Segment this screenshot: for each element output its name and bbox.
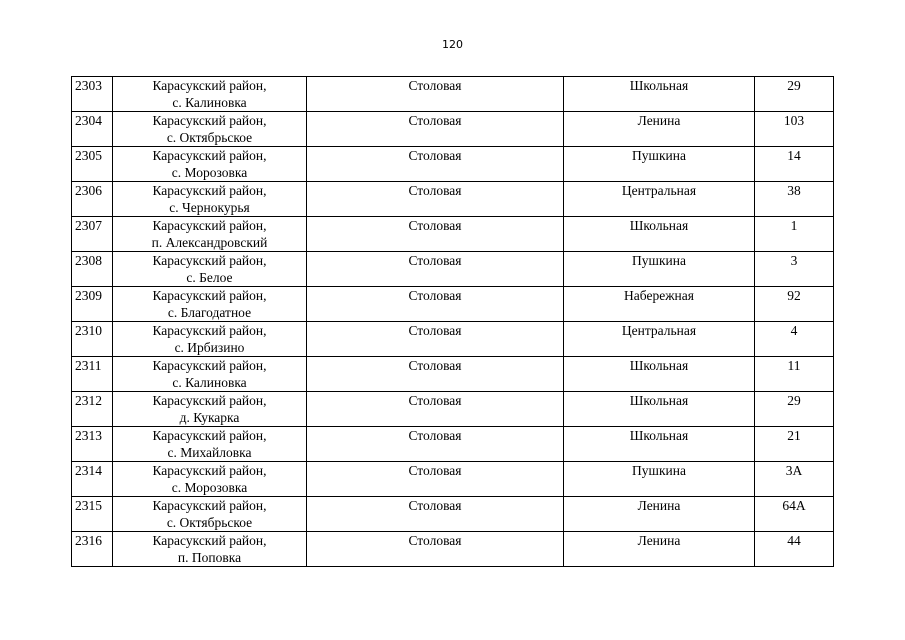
object-type-cell: Столовая xyxy=(307,497,564,532)
locality-text: с. Морозовка xyxy=(171,164,248,180)
locality-text: с. Калиновка xyxy=(172,94,247,110)
district-text: Карасукский район, xyxy=(152,183,267,198)
table-row xyxy=(72,217,834,252)
locality-text: д. Кукарка xyxy=(179,409,240,425)
registry-table xyxy=(71,76,834,567)
row-number-cell: 2303 xyxy=(72,77,113,112)
locality-text: с. Михайловка xyxy=(167,444,252,460)
table-row xyxy=(72,357,834,392)
location-cell xyxy=(113,77,307,112)
house-number-cell: 11 xyxy=(755,357,834,392)
locality-text: с. Октябрьское xyxy=(166,514,253,530)
house-number-cell: 3 xyxy=(755,252,834,287)
street-cell: Школьная xyxy=(564,392,755,427)
object-type-cell: Столовая xyxy=(307,182,564,217)
page-number: 120 xyxy=(442,38,463,51)
house-number-cell: 29 xyxy=(755,392,834,427)
street-cell: Ленина xyxy=(564,532,755,567)
district-text: Карасукский район, xyxy=(152,78,267,93)
row-number-cell: 2316 xyxy=(72,532,113,567)
district-text: Карасукский район, xyxy=(152,113,267,128)
house-number-cell: 92 xyxy=(755,287,834,322)
row-number-cell: 2306 xyxy=(72,182,113,217)
location-cell xyxy=(113,497,307,532)
street-cell: Центральная xyxy=(564,322,755,357)
district-text: Карасукский район, xyxy=(152,463,267,478)
location-cell xyxy=(113,112,307,147)
location-cell xyxy=(113,357,307,392)
table-row xyxy=(72,497,834,532)
street-cell: Пушкина xyxy=(564,147,755,182)
district-text: Карасукский район, xyxy=(152,323,267,338)
street-cell: Пушкина xyxy=(564,462,755,497)
house-number-cell: 44 xyxy=(755,532,834,567)
house-number-cell: 14 xyxy=(755,147,834,182)
street-cell: Школьная xyxy=(564,217,755,252)
district-text: Карасукский район, xyxy=(152,288,267,303)
house-number-cell: 103 xyxy=(755,112,834,147)
street-cell: Школьная xyxy=(564,357,755,392)
location-cell xyxy=(113,147,307,182)
object-type-cell: Столовая xyxy=(307,532,564,567)
street-cell: Ленина xyxy=(564,112,755,147)
table-row xyxy=(72,427,834,462)
table-row xyxy=(72,392,834,427)
location-cell xyxy=(113,252,307,287)
district-text: Карасукский район, xyxy=(152,358,267,373)
house-number-cell: 3А xyxy=(755,462,834,497)
district-text: Карасукский район, xyxy=(152,428,267,443)
locality-text: с. Октябрьское xyxy=(166,129,253,145)
district-text: Карасукский район, xyxy=(152,393,267,408)
locality-text: с. Морозовка xyxy=(171,479,248,495)
object-type-cell: Столовая xyxy=(307,392,564,427)
district-text: Карасукский район, xyxy=(152,533,267,548)
street-cell: Школьная xyxy=(564,427,755,462)
location-cell xyxy=(113,287,307,322)
location-cell xyxy=(113,392,307,427)
street-cell: Центральная xyxy=(564,182,755,217)
object-type-cell: Столовая xyxy=(307,112,564,147)
row-number-cell: 2307 xyxy=(72,217,113,252)
table-row xyxy=(72,182,834,217)
house-number-cell: 21 xyxy=(755,427,834,462)
row-number-cell: 2308 xyxy=(72,252,113,287)
locality-text: с. Благодатное xyxy=(167,304,252,320)
location-cell xyxy=(113,462,307,497)
house-number-cell: 29 xyxy=(755,77,834,112)
house-number-cell: 38 xyxy=(755,182,834,217)
street-cell: Школьная xyxy=(564,77,755,112)
locality-text: п. Поповка xyxy=(177,549,242,565)
district-text: Карасукский район, xyxy=(152,218,267,233)
table-row xyxy=(72,77,834,112)
table-row xyxy=(72,532,834,567)
street-cell: Ленина xyxy=(564,497,755,532)
object-type-cell: Столовая xyxy=(307,357,564,392)
object-type-cell: Столовая xyxy=(307,217,564,252)
district-text: Карасукский район, xyxy=(152,498,267,513)
table-body xyxy=(72,77,834,567)
street-cell: Набережная xyxy=(564,287,755,322)
object-type-cell: Столовая xyxy=(307,147,564,182)
location-cell xyxy=(113,182,307,217)
street-cell: Пушкина xyxy=(564,252,755,287)
row-number-cell: 2315 xyxy=(72,497,113,532)
table-row xyxy=(72,462,834,497)
location-cell xyxy=(113,532,307,567)
house-number-cell: 64А xyxy=(755,497,834,532)
locality-text: с. Ирбизино xyxy=(174,339,245,355)
house-number-cell: 4 xyxy=(755,322,834,357)
row-number-cell: 2312 xyxy=(72,392,113,427)
row-number-cell: 2313 xyxy=(72,427,113,462)
object-type-cell: Столовая xyxy=(307,287,564,322)
object-type-cell: Столовая xyxy=(307,77,564,112)
row-number-cell: 2304 xyxy=(72,112,113,147)
table-row xyxy=(72,112,834,147)
row-number-cell: 2310 xyxy=(72,322,113,357)
location-cell xyxy=(113,322,307,357)
row-number-cell: 2311 xyxy=(72,357,113,392)
district-text: Карасукский район, xyxy=(152,253,267,268)
table-row xyxy=(72,147,834,182)
district-text: Карасукский район, xyxy=(152,148,267,163)
table-row xyxy=(72,252,834,287)
table-row xyxy=(72,287,834,322)
location-cell xyxy=(113,427,307,462)
table-row xyxy=(72,322,834,357)
object-type-cell: Столовая xyxy=(307,427,564,462)
locality-text: п. Александровский xyxy=(151,234,268,250)
locality-text: с. Калиновка xyxy=(172,374,247,390)
row-number-cell: 2305 xyxy=(72,147,113,182)
locality-text: с. Чернокурья xyxy=(169,199,250,215)
object-type-cell: Столовая xyxy=(307,462,564,497)
locality-text: с. Белое xyxy=(186,269,233,285)
location-cell xyxy=(113,217,307,252)
object-type-cell: Столовая xyxy=(307,252,564,287)
house-number-cell: 1 xyxy=(755,217,834,252)
object-type-cell: Столовая xyxy=(307,322,564,357)
row-number-cell: 2314 xyxy=(72,462,113,497)
row-number-cell: 2309 xyxy=(72,287,113,322)
